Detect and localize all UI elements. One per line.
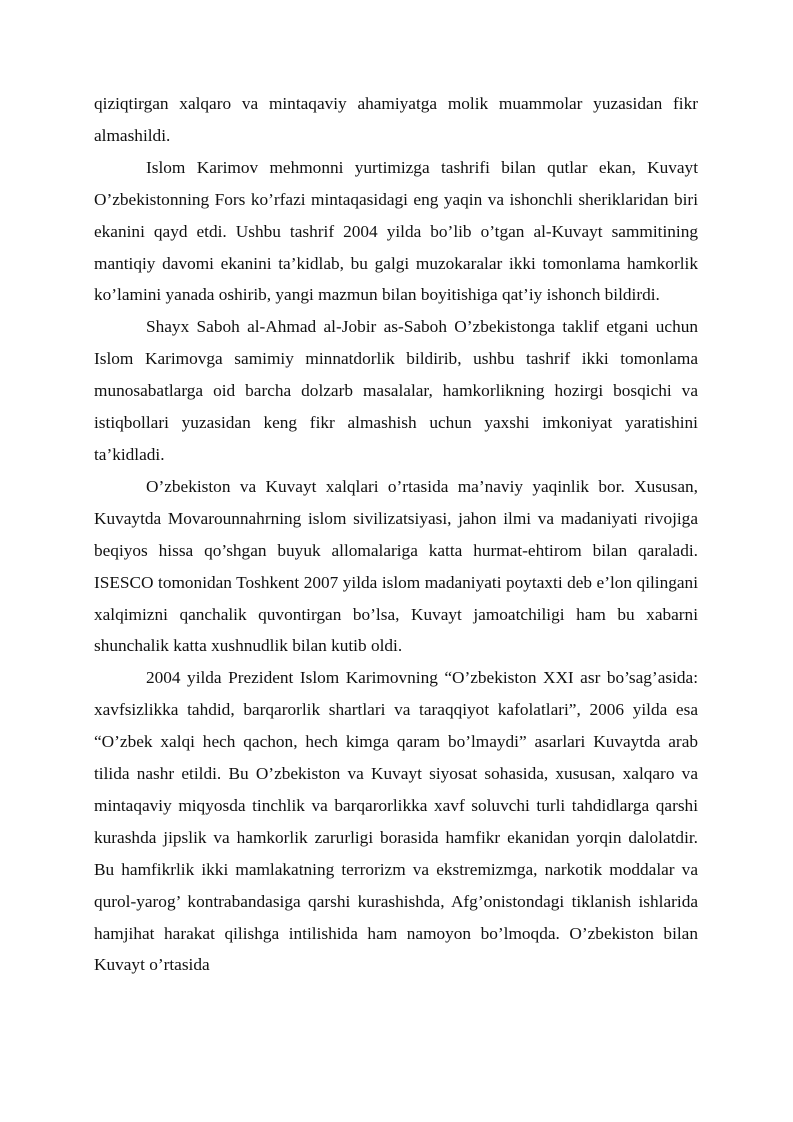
paragraph-1: qiziqtirgan xalqaro va mintaqaviy ahamiyatga molik muammolar yuzasidan fikr almashildi. (94, 94, 698, 145)
paragraph-2: Islom Karimov mehmonni yurtimizga tashrifi bilan qutlar ekan, Kuvayt O’zbekistonning Fors ko’rfazi mintaqasidagi eng yaqin va ishonchli sheriklaridan biri ekanini qayd etdi. Ushbu tashrif 2004 yilda bo’lib o’tgan al-Kuvayt sammitining mantiqiy davomi ekanini ta’kidlab, bu galgi muzokaralar ikki tomonlama hamkorlik ko’lamini yanada oshirib, yangi mazmun bilan boyitishiga qat’iy ishonch bildirdi. (94, 157, 698, 305)
paragraph-4: O’zbekiston va Kuvayt xalqlari o’rtasida ma’naviy yaqinlik bor. Xususan, Kuvaytda Movarounnahrning islom sivilizatsiyasi, jahon ilmi va madaniyati rivojiga beqiyos hissa qo’shgan buyuk allomalariga katta hurmat-ehtirom bilan qaraladi. ISESCO tomonidan Toshkent 2007 yilda islom madaniyati poytaxti deb e’lon qilingani xalqimizni qanchalik quvontirgan bo’lsa, Kuvayt jamoatchiligi ham bu xabarni shunchalik katta xushnudlik bilan kutib oldi. (94, 476, 698, 656)
paragraph-3: Shayx Saboh al-Ahmad al-Jobir as-Saboh O’zbekistonga taklif etgani uchun Islom Karimovga samimiy minnatdorlik bildirib, ushbu tashrif ikki tomonlama munosabatlarga oid barcha dolzarb masalalar, hamkorlikning hozirgi bosqichi va istiqbollari yuzasidan keng fikr almashish uchun yaxshi imkoniyat yaratishini ta’kidladi. (94, 317, 698, 464)
paragraph-5: 2004 yilda Prezident Islom Karimovning “O’zbekiston XXI asr bo’sag’asida: xavfsizlikka tahdid, barqarorlik shartlari va taraqqiyot kafolatlari”, 2006 yilda esa “O’zbek xalqi hech qachon, hech kimga qaram bo’lmaydi” asarlari Kuvaytda arab tilida nashr etildi. Bu O’zbekiston va Kuvayt siyosat sohasida, xususan, xalqaro va mintaqaviy miqyosda tinchlik va barqarorlikka xavf soluvchi turli tahdidlarga qarshi kurashda jipslik va hamkorlik zarurligi borasida hamfikr ekanidan yorqin dalolatdir. Bu hamfikrlik ikki mamlakatning terrorizm va ekstremizmga, narkotik moddalar va qurol-yarog’ kontrabandasiga qarshi kurashishda, Afg’onistondagi tiklanish ishlarida hamjihat harakat qilishga intilishida ham namoyon bo’lmoqda. O’zbekiston bilan Kuvayt o’rtasida (94, 668, 698, 975)
document-page (94, 88, 698, 981)
